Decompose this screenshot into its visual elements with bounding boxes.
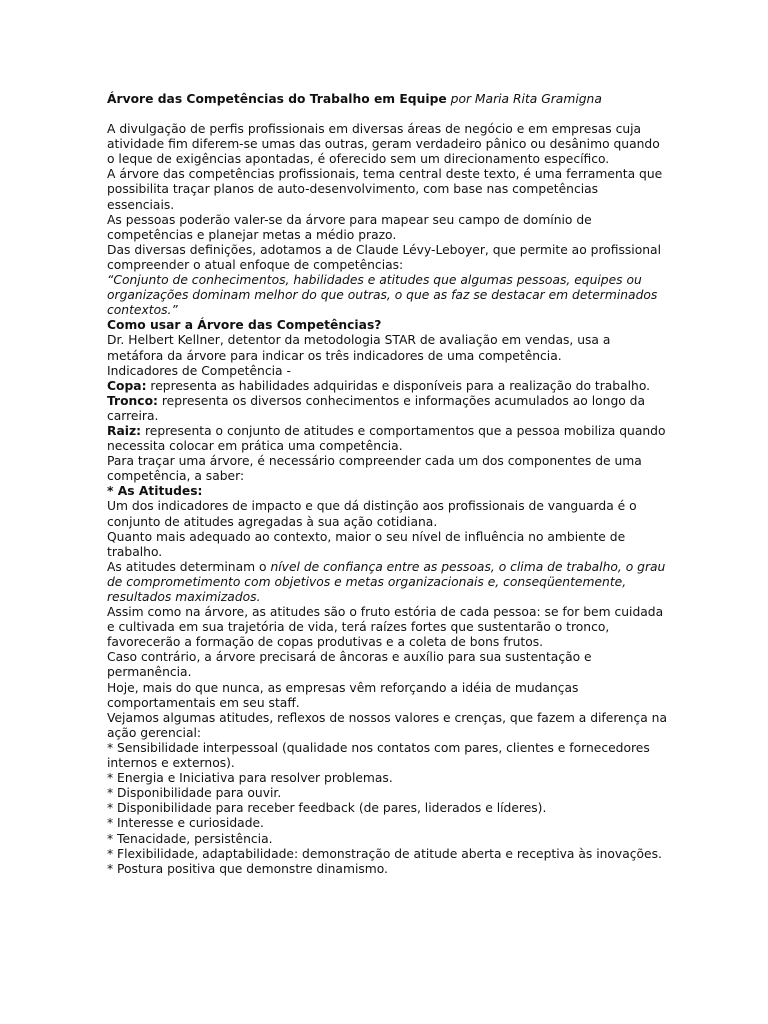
list-item: * Tenacidade, persistência. <box>107 831 273 846</box>
paragraph-intro-3: As pessoas poderão valer-se da árvore para mapear seu campo de domínio de competências e planejar metas a médio prazo. <box>107 212 592 242</box>
indicator-tronco <box>107 394 667 424</box>
tronco-text: representa os diversos conhecimentos e informações acumulados ao longo da carreira. <box>107 393 646 423</box>
copa-label: Copa: <box>107 378 147 393</box>
paragraph-attitudes-6: Hoje, mais do que nunca, as empresas vêm reforçando a idéia de mudanças comportamentais em seu staff. <box>107 680 579 710</box>
indicator-copa <box>107 379 667 394</box>
raiz-label: Raiz: <box>107 423 142 438</box>
raiz-text: representa o conjunto de atitudes e comportamentos que a pessoa mobiliza quando necessita colocar em prática uma competência. <box>107 423 666 454</box>
paragraph-kellner: Dr. Helbert Kellner, detentor da metodologia STAR de avaliação em vendas, usa a metáfora da árvore para indicar os três indicadores de uma competência. <box>107 333 611 363</box>
list-item: * Disponibilidade para ouvir. <box>107 786 282 801</box>
document-page <box>107 92 667 877</box>
copa-text: representa as habilidades adquiridas e disponíveis para a realização do trabalho. <box>146 378 651 393</box>
paragraph-trace: Para traçar uma árvore, é necessário compreender cada um dos componentes de uma competência, a saber: <box>107 454 642 484</box>
attitudes-3-start: As atitudes determinam o <box>107 559 271 574</box>
paragraph-attitudes-7: Vejamos algumas atitudes, reflexos de nossos valores e crenças, que fazem a diferença na ação gerencial: <box>107 710 667 740</box>
list-item: * Flexibilidade, adaptabilidade: demonstração de atitude aberta e receptiva às inovações. <box>107 846 662 861</box>
heading-how-to-use: Como usar a Árvore das Competências? <box>107 318 382 333</box>
paragraph-attitudes-4: Assim como na árvore, as atitudes são o fruto estória de cada pessoa: se for bem cuidada e cultivada em sua trajetória de vida, terá raízes fortes que sustentarão o tronco, favorecerão a formação de copas produtivas e a coleta de bons frutos. <box>107 605 664 650</box>
list-item: * Disponibilidade para receber feedback (de pares, liderados e líderes). <box>107 801 547 816</box>
list-item: * Interesse e curiosidade. <box>107 816 264 831</box>
paragraph-attitudes-1: Um dos indicadores de impacto e que dá distinção aos profissionais de vanguarda é o conjunto de atitudes agregadas à sua ação cotidiana. <box>107 499 637 529</box>
document-byline: por Maria Rita Gramigna <box>450 92 602 106</box>
title-line <box>107 92 667 107</box>
paragraph-attitudes-3 <box>107 560 667 605</box>
paragraph-intro-1: A divulgação de perfis profissionais em diversas áreas de negócio e em empresas cuja atividade fim diferem-se umas das outras, geram verdadeiro pânico ou desânimo quando o leque de exigências apontadas, é oferecido sem um direcionamento específico. <box>107 122 660 167</box>
indicator-raiz <box>107 424 667 454</box>
attitudes-3-italic: nível de confiança entre as pessoas, o clima de trabalho, o grau de comprometimento com objetivos e metas organizacionais e, conseqüentemente, resultados maximizados. <box>107 559 666 604</box>
tronco-label: Tronco: <box>107 393 158 408</box>
indicators-label: Indicadores de Competência - <box>107 363 291 378</box>
heading-attitudes: * As Atitudes: <box>107 484 203 499</box>
paragraph-attitudes-5: Caso contrário, a árvore precisará de âncoras e auxílio para sua sustentação e permanência. <box>107 650 592 680</box>
document-title: Árvore das Competências do Trabalho em Equipe <box>107 92 447 106</box>
paragraph-attitudes-2: Quanto mais adequado ao contexto, maior o seu nível de influência no ambiente de trabalho. <box>107 529 626 559</box>
list-item: * Sensibilidade interpessoal (qualidade nos contatos com pares, clientes e fornecedores internos e externos). <box>107 740 650 771</box>
list-item: * Energia e Iniciativa para resolver problemas. <box>107 771 393 786</box>
paragraph-intro-2: A árvore das competências profissionais, tema central deste texto, é uma ferramenta que possibilita traçar planos de auto-desenvolvimento, com base nas competências essenciais. <box>107 167 663 212</box>
definition-quote: “Conjunto de conhecimentos, habilidades e atitudes que algumas pessoas, equipes ou organizações dominam melhor do que outras, o que as faz se destacar em determinados contextos.” <box>107 273 658 318</box>
list-item: * Postura positiva que demonstre dinamismo. <box>107 861 388 876</box>
paragraph-intro-4: Das diversas definições, adotamos a de Claude Lévy-Leboyer, que permite ao profissional compreender o atual enfoque de competências: <box>107 242 661 272</box>
